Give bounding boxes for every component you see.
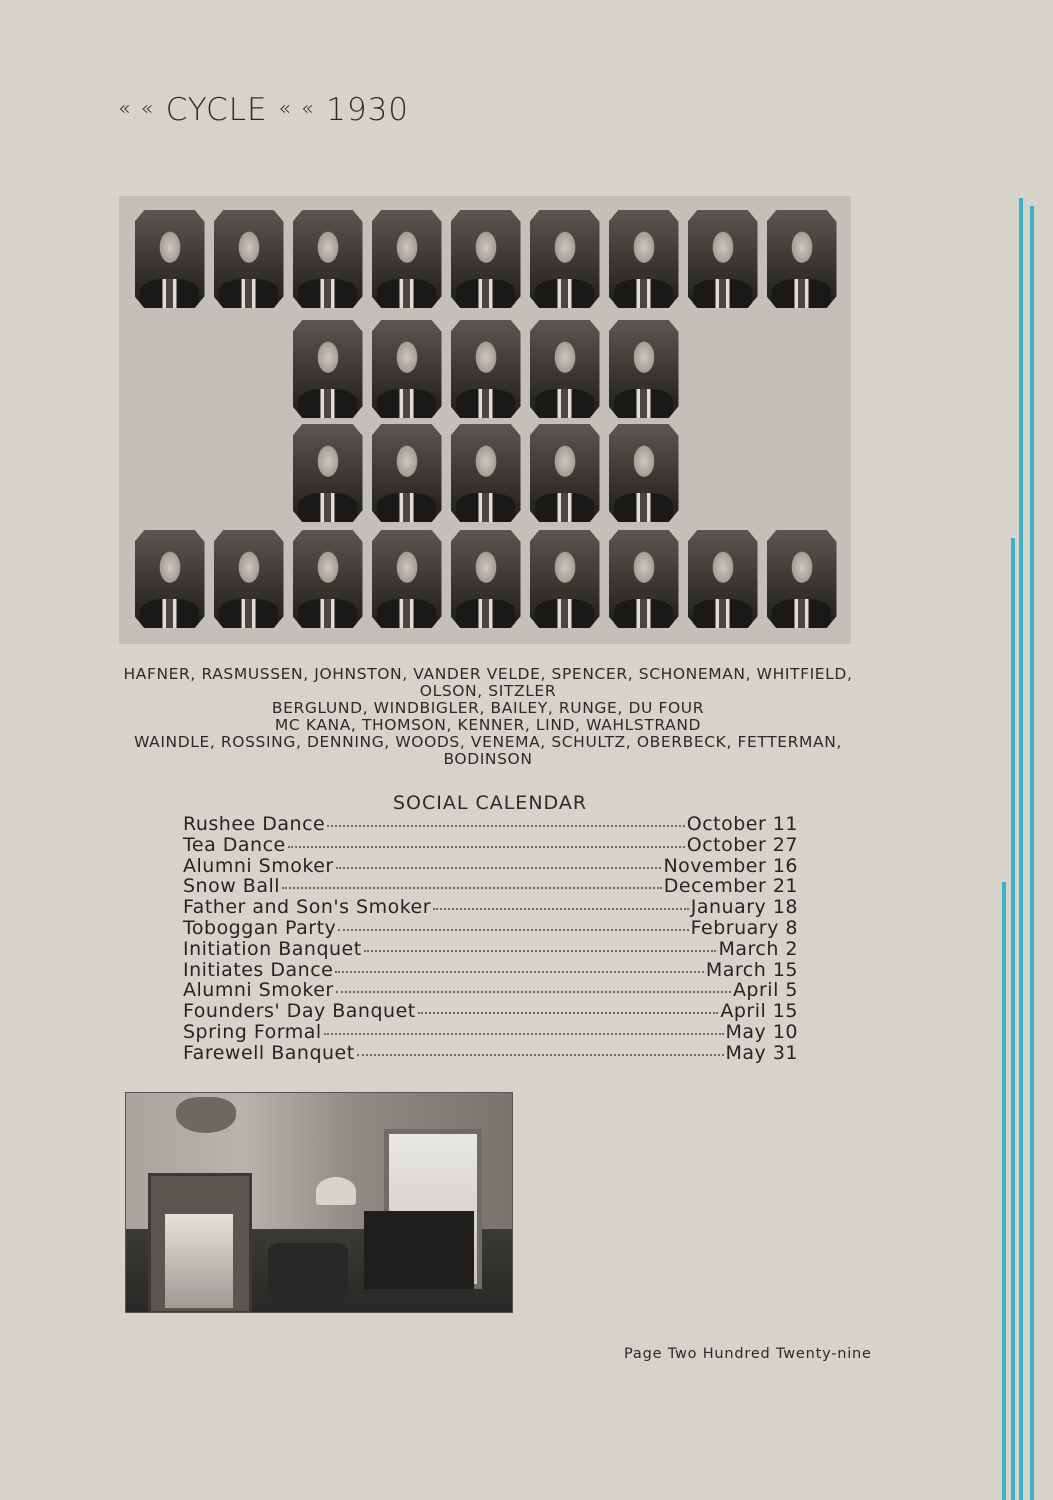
dot-leader [335,971,704,973]
member-portrait [372,530,442,628]
calendar-event-date: February 8 [690,916,798,939]
names-line: MC KANA, THOMSON, KENNER, LIND, WAHLSTRAND [274,716,702,734]
names-caption [118,666,858,768]
photo-armchair [268,1243,348,1299]
page-number: Page Two Hundred Twenty-nine [624,1346,872,1362]
group-portrait-photo [119,196,851,644]
calendar-event-name: Spring Formal [183,1020,322,1043]
calendar-event-date: October 27 [686,833,798,856]
member-portrait [214,210,284,308]
photo-fireplace [148,1173,252,1313]
calendar-event-date: October 11 [686,813,798,835]
member-portrait [609,320,679,418]
header-prefix-glyphs: « « [118,96,155,120]
dot-leader [288,846,685,848]
member-portrait [451,210,521,308]
calendar-event-name: Toboggan Party [183,916,337,939]
header-title: CYCLE [165,92,268,128]
page-header [118,92,409,128]
calendar-row [183,1042,798,1063]
member-portrait [530,530,600,628]
social-calendar-list [183,813,798,1063]
names-line: BODINSON [443,750,533,768]
member-portrait [293,424,363,522]
member-portrait [688,210,758,308]
header-separator-glyphs: « « [278,96,316,120]
dot-leader [364,950,717,952]
member-portrait [451,530,521,628]
calendar-event-date: May 10 [725,1020,798,1043]
member-portrait [530,320,600,418]
calendar-row [183,1021,798,1042]
calendar-event-name: Founders' Day Banquet [183,1000,416,1023]
member-portrait [688,530,758,628]
calendar-event-date: April 15 [720,1000,798,1023]
calendar-event-date: May 31 [725,1041,798,1064]
accent-bar [1011,538,1015,1500]
calendar-row [183,979,798,1000]
calendar-event-date: March 15 [705,958,798,981]
calendar-event-name: Initiates Dance [183,958,334,981]
calendar-event-name: Alumni Smoker [183,979,334,1002]
member-portrait [530,210,600,308]
dot-leader [324,1033,724,1035]
calendar-event-name: Snow Ball [183,875,281,898]
photo-fireplace-opening [165,1214,233,1308]
calendar-row [183,938,798,959]
calendar-row [183,813,798,834]
dot-leader [357,1054,724,1056]
calendar-row [183,917,798,938]
calendar-event-name: Father and Son's Smoker [183,896,432,919]
photo-piano [364,1211,474,1289]
names-line: WAINDLE, ROSSING, DENNING, WOODS, VENEMA, SCHULTZ, OBERBECK, FETTERMAN, [134,733,842,751]
member-portrait [609,530,679,628]
member-portrait [293,530,363,628]
calendar-row [183,896,798,917]
member-portrait [293,210,363,308]
dot-leader [336,867,662,869]
dot-leader [338,929,688,931]
photo-lamp [316,1177,356,1205]
calendar-event-name: Tea Dance [183,833,286,856]
member-portrait [767,210,837,308]
dot-leader [282,887,662,889]
calendar-row [183,855,798,876]
calendar-event-date: December 21 [663,875,798,898]
member-portrait [135,530,205,628]
calendar-row [183,834,798,855]
accent-bar [1030,206,1034,1500]
header-year: 1930 [326,92,410,128]
dot-leader [327,825,685,827]
calendar-event-name: Alumni Smoker [183,854,334,877]
member-portrait [372,320,442,418]
social-calendar-title: SOCIAL CALENDAR [392,792,588,814]
dot-leader [336,991,731,993]
calendar-event-name: Initiation Banquet [183,937,362,960]
member-portrait [135,210,205,308]
chapter-room-photo [125,1092,513,1313]
member-portrait [214,530,284,628]
calendar-event-name: Rushee Dance [183,813,326,835]
names-line: HAFNER, RASMUSSEN, JOHNSTON, VANDER VELDE, SPENCER, SCHONEMAN, WHITFIELD, [123,665,853,683]
member-portrait [372,210,442,308]
dot-leader [418,1012,719,1014]
calendar-event-name: Farewell Banquet [183,1041,355,1064]
calendar-event-date: March 2 [718,937,798,960]
names-line: OLSON, SITZLER [419,682,557,700]
calendar-event-date: January 18 [690,896,798,919]
member-portrait [767,530,837,628]
accent-bar [1002,882,1006,1500]
names-line: BERGLUND, WINDBIGLER, BAILEY, RUNGE, DU FOUR [271,699,705,717]
member-portrait [451,424,521,522]
calendar-row [183,1000,798,1021]
member-portrait [451,320,521,418]
accent-bar [1019,198,1023,1500]
calendar-row [183,959,798,980]
calendar-row [183,875,798,896]
calendar-event-date: April 5 [732,979,798,1002]
member-portrait [609,424,679,522]
calendar-event-date: November 16 [663,854,798,877]
member-portrait [293,320,363,418]
dot-leader [433,908,689,910]
member-portrait [372,424,442,522]
member-portrait [530,424,600,522]
photo-wall-hanging [176,1097,236,1133]
member-portrait [609,210,679,308]
